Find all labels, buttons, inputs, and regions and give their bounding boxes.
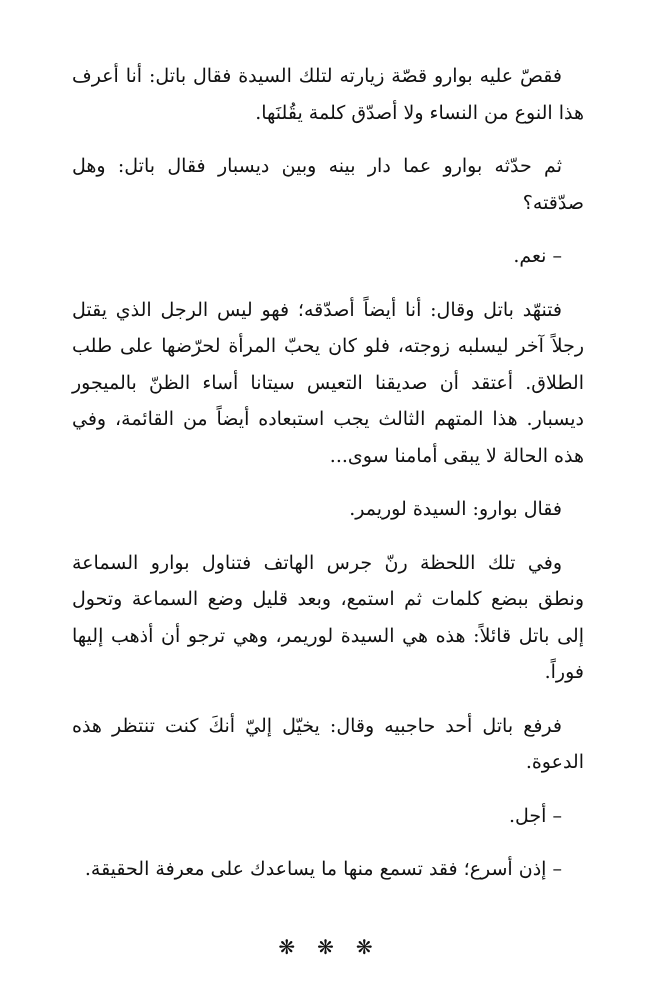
paragraph-3: – نعم. [513, 245, 562, 267]
paragraph-7: فرفع باتل أحد حاجبيه وقال: يخيّل إليّ أنكَ كنت تنتظر هذه الدعوة. [72, 714, 584, 773]
paragraph-9: – إذن أسرع؛ فقد تسمع منها ما يساعدك على معرفة الحقيقة. [84, 858, 562, 880]
paragraph-8: – أجل. [509, 804, 562, 827]
paragraph-5: فقال بوارو: السيدة لوريمر. [349, 498, 562, 520]
paragraph-1: فقصّ عليه بوارو قصّة زيارته لتلك السيدة فقال باتل: أنا أعرف هذا النوع من النساء ولا أصدّق كلمة يقُلنَها. [72, 65, 584, 124]
section-break-ornament: ❋❋❋ [278, 935, 395, 959]
paragraph-6: وفي تلك اللحظة رنّ جرس الهاتف فتناول بوارو السماعة ونطق ببضع كلمات ثم استمع، وبعد قليل وضع السماعة وتحول إلى باتل قائلاً: هذه هي السيدة لوريمر، وهي ترجو أن أذهب إليها فوراً. [72, 551, 584, 683]
paragraph-2: ثم حدّثه بوارو عما دار بينه وبين ديسبار فقال باتل: وهل صدّقته؟ [72, 155, 584, 214]
paragraph-4: فتنهّد باتل وقال: أنا أيضاً أصدّقه؛ فهو ليس الرجل الذي يقتل رجلاً آخر ليسلبه زوجته، فلو كان يحبّ المرأة لحرّضها على طلب الطلاق. أعتقد أن صديقنا التعيس سيتانا أساء الظنّ بالميجور ديسبار. هذا المتهم الثالث يجب استبعاده أيضاً من القائمة، وفي هذه الحالة لا يبقى أمامنا سوى... [72, 298, 584, 467]
page-body [72, 58, 584, 905]
